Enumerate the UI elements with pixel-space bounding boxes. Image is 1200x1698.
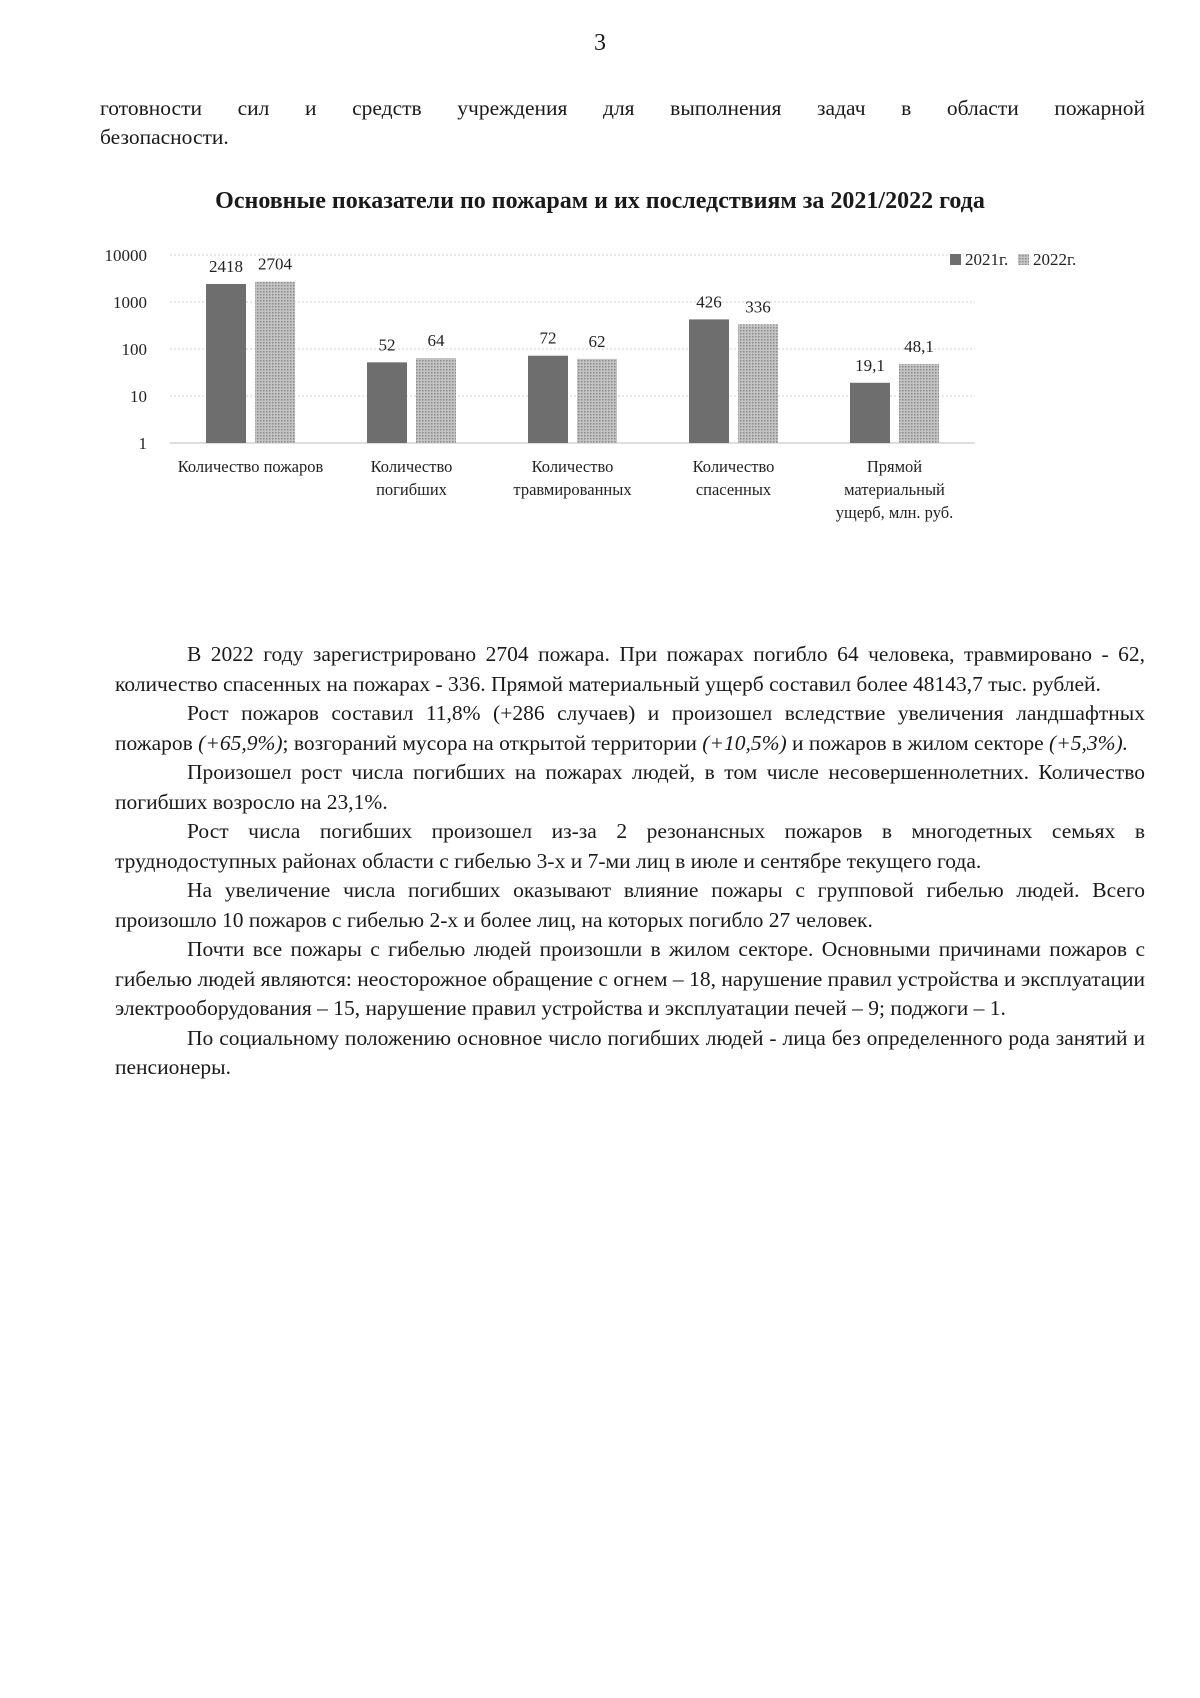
legend-label: 2021г. xyxy=(965,250,1009,269)
chart-legend xyxy=(950,250,1076,269)
bar-data-label: 336 xyxy=(745,297,771,317)
x-category-label: Количество xyxy=(692,457,775,476)
legend-label: 2022г. xyxy=(1033,250,1077,269)
x-category-label: Количество пожаров xyxy=(177,457,324,476)
intro-line-2: безопасности. xyxy=(100,125,229,149)
body-paragraph xyxy=(115,817,1145,876)
bar-2021г.-3 xyxy=(689,319,729,443)
intro-line-1: готовности сил и средств учреждения для выполнения задач в области пожарной xyxy=(100,96,1145,120)
y-axis xyxy=(105,246,148,453)
text-segment: Рост числа погибших произошел из-за 2 резонансных пожаров в многодетных семьях в труднодоступных районах области с гибелью 3-х и 7-ми лиц в июле и сентябре текущего года. xyxy=(115,819,1145,873)
body-paragraph xyxy=(115,640,1145,699)
bar-2022г.-4 xyxy=(899,364,939,443)
bar-data-label: 426 xyxy=(696,292,722,312)
bar-data-label: 48,1 xyxy=(904,336,934,356)
y-tick-label: 10 xyxy=(130,387,147,406)
x-category-label: травмированных xyxy=(513,480,632,499)
bar-2022г.-1 xyxy=(416,358,456,443)
bar-2021г.-1 xyxy=(367,362,407,443)
bar-data-label: 2418 xyxy=(209,256,243,276)
x-category-label: ущерб, млн. руб. xyxy=(835,503,954,522)
bar-data-label: 72 xyxy=(539,328,557,348)
y-tick-label: 10000 xyxy=(104,246,147,265)
bar-2021г.-0 xyxy=(206,284,246,443)
text-segment: Рост пожаров составил 11,8% (+286 случаев) и произошел вследствие увеличения ландшафтных пожаров xyxy=(115,701,1145,755)
x-axis xyxy=(178,457,954,522)
body-paragraph xyxy=(115,758,1145,817)
text-segment: По социальному положению основное число погибших людей - лица без определенного рода занятий и пенсионеры. xyxy=(115,1025,1145,1079)
body-paragraph xyxy=(115,1024,1145,1083)
text-segment: В 2022 году зарегистрировано 2704 пожара. При пожарах погибло 64 человека, травмировано - 62, количество спасенных на пожарах - 336. Прямой материальный ущерб составил более 48143,7 тыс. рублей. xyxy=(115,642,1145,696)
text-segment: На увеличение числа погибших оказывают влияние пожары с групповой гибелью людей. Всего произошло 10 пожаров с гибелью 2-х и более лиц, на которых погибло 27 человек. xyxy=(115,878,1145,932)
italic-segment: (+5,3%). xyxy=(1049,730,1129,755)
bar-2021г.-4 xyxy=(850,383,890,443)
bar-2021г.-2 xyxy=(528,356,568,443)
text-segment: и пожаров в жилом секторе xyxy=(786,730,1050,755)
legend-swatch xyxy=(1018,254,1029,265)
text-segment: Почти все пожары с гибелью людей произошли в жилом секторе. Основными причинами пожаров с гибелью людей являются: неосторожное обращение с огнем – 18, нарушение правил устройства и эксплуатации электрооборудования – 15, нарушение правил устройства и эксплуатации печей – 9; поджоги – 1. xyxy=(115,937,1145,1020)
x-category-label: погибших xyxy=(376,480,447,499)
legend-swatch xyxy=(950,254,961,265)
x-category-label: Количество xyxy=(370,457,453,476)
page-number: 3 xyxy=(594,30,606,56)
text-segment: ; возгораний мусора на открытой территории xyxy=(282,730,703,755)
fires-bar-chart xyxy=(95,246,1095,585)
body-paragraph xyxy=(115,876,1145,935)
italic-segment: (+10,5%) xyxy=(702,730,787,755)
bar-data-label: 64 xyxy=(427,331,445,351)
x-category-label: спасенных xyxy=(695,480,772,499)
x-category-label: Количество xyxy=(531,457,614,476)
y-tick-label: 1000 xyxy=(113,293,147,312)
x-category-label: материальный xyxy=(844,480,945,499)
chart-title: Основные показатели по пожарам и их последствиям за 2021/2022 года xyxy=(215,188,985,214)
body-text xyxy=(115,640,1145,1083)
y-tick-label: 1 xyxy=(138,434,147,453)
text-segment: Произошел рост числа погибших на пожарах людей, в том числе несовершеннолетних. Количество погибших возросло на 23,1%. xyxy=(115,760,1145,814)
bar-data-label: 2704 xyxy=(258,254,292,274)
bar-data-label: 52 xyxy=(378,335,396,355)
bar-2022г.-0 xyxy=(255,282,295,443)
bar-2022г.-3 xyxy=(738,324,778,443)
bar-data-label: 19,1 xyxy=(855,355,885,375)
bar-2022г.-2 xyxy=(577,359,617,443)
body-paragraph xyxy=(115,935,1145,1024)
y-tick-label: 100 xyxy=(121,340,147,359)
intro-paragraph xyxy=(100,94,1145,152)
x-category-label: Прямой xyxy=(866,457,923,476)
bar-data-label: 62 xyxy=(588,331,606,351)
italic-segment: (+65,9%) xyxy=(198,730,283,755)
body-paragraph xyxy=(115,699,1145,758)
